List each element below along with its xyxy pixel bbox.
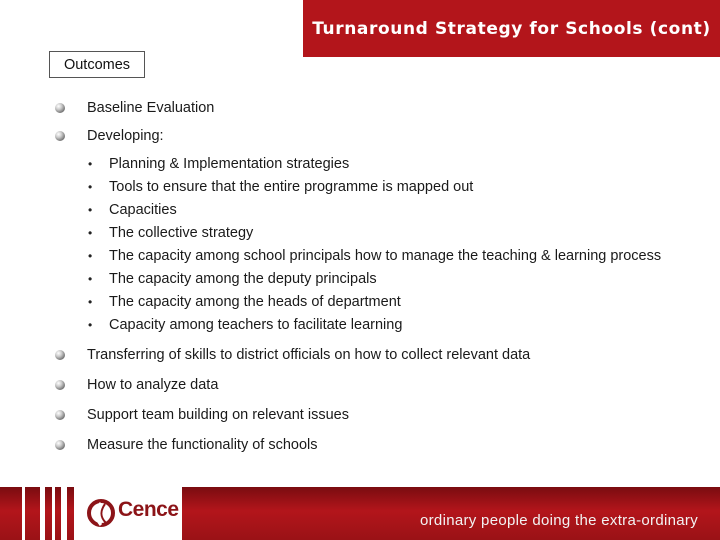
sub-bullet-item: [0, 246, 720, 266]
sub-bullet-text: Capacity among teachers to facilitate learning: [109, 317, 403, 333]
bullet-text: Baseline Evaluation: [87, 100, 215, 116]
sub-bullet-text: The collective strategy: [109, 225, 254, 241]
sub-bullet-item: [0, 200, 720, 220]
sub-bullet-item: [0, 154, 720, 174]
bullet-text: Measure the functionality of schools: [87, 437, 318, 453]
logo: [74, 487, 182, 540]
slide-title: Turnaround Strategy for Schools (cont): [312, 18, 711, 39]
dot-bullet-icon: •: [88, 157, 93, 171]
sub-bullet-item: [0, 177, 720, 197]
dot-bullet-icon: •: [88, 180, 93, 194]
dot-bullet-icon: •: [88, 272, 93, 286]
sub-bullet-text: Planning & Implementation strategies: [109, 156, 350, 172]
footer-stripe: [52, 487, 55, 540]
title-banner: [303, 0, 720, 57]
sphere-bullet-icon: [55, 440, 65, 450]
sphere-bullet-icon: [55, 103, 65, 113]
sphere-bullet-icon: [55, 350, 65, 360]
bullet-item: [0, 435, 720, 455]
footer-stripe: [40, 487, 45, 540]
sub-bullet-item: [0, 223, 720, 243]
dot-bullet-icon: •: [88, 226, 93, 240]
sub-bullet-text: The capacity among the heads of department: [109, 294, 401, 310]
sub-bullet-text: Capacities: [109, 202, 177, 218]
bullet-text: Developing:: [87, 128, 164, 144]
logo-text: Cence: [118, 498, 179, 521]
bullet-item: [0, 98, 720, 118]
section-label-box: [49, 51, 145, 78]
sphere-bullet-icon: [55, 131, 65, 141]
dot-bullet-icon: •: [88, 249, 93, 263]
sphere-bullet-icon: [55, 380, 65, 390]
bullet-item: [0, 126, 720, 146]
dot-bullet-icon: •: [88, 318, 93, 332]
dot-bullet-icon: •: [88, 295, 93, 309]
sub-bullet-item: [0, 269, 720, 289]
footer-tagline: ordinary people doing the extra-ordinary: [420, 512, 698, 529]
bullet-item: [0, 345, 720, 365]
section-label: Outcomes: [63, 56, 131, 73]
bullet-text: Support team building on relevant issues: [87, 407, 349, 423]
sub-bullet-text: Tools to ensure that the entire programme is mapped out: [109, 179, 474, 195]
bullet-text: How to analyze data: [87, 377, 219, 393]
bullet-item: [0, 375, 720, 395]
sub-bullet-text: The capacity among the deputy principals: [109, 271, 377, 287]
sub-bullet-item: [0, 315, 720, 335]
cence-logo-icon: [86, 498, 116, 528]
sphere-bullet-icon: [55, 410, 65, 420]
sub-bullet-item: [0, 292, 720, 312]
footer-stripe: [61, 487, 67, 540]
dot-bullet-icon: •: [88, 203, 93, 217]
bullet-item: [0, 405, 720, 425]
bullet-text: Transferring of skills to district officials on how to collect relevant data: [87, 347, 531, 363]
sub-bullet-text: The capacity among school principals how to manage the teaching & learning process: [109, 248, 662, 264]
footer-stripe: [22, 487, 25, 540]
